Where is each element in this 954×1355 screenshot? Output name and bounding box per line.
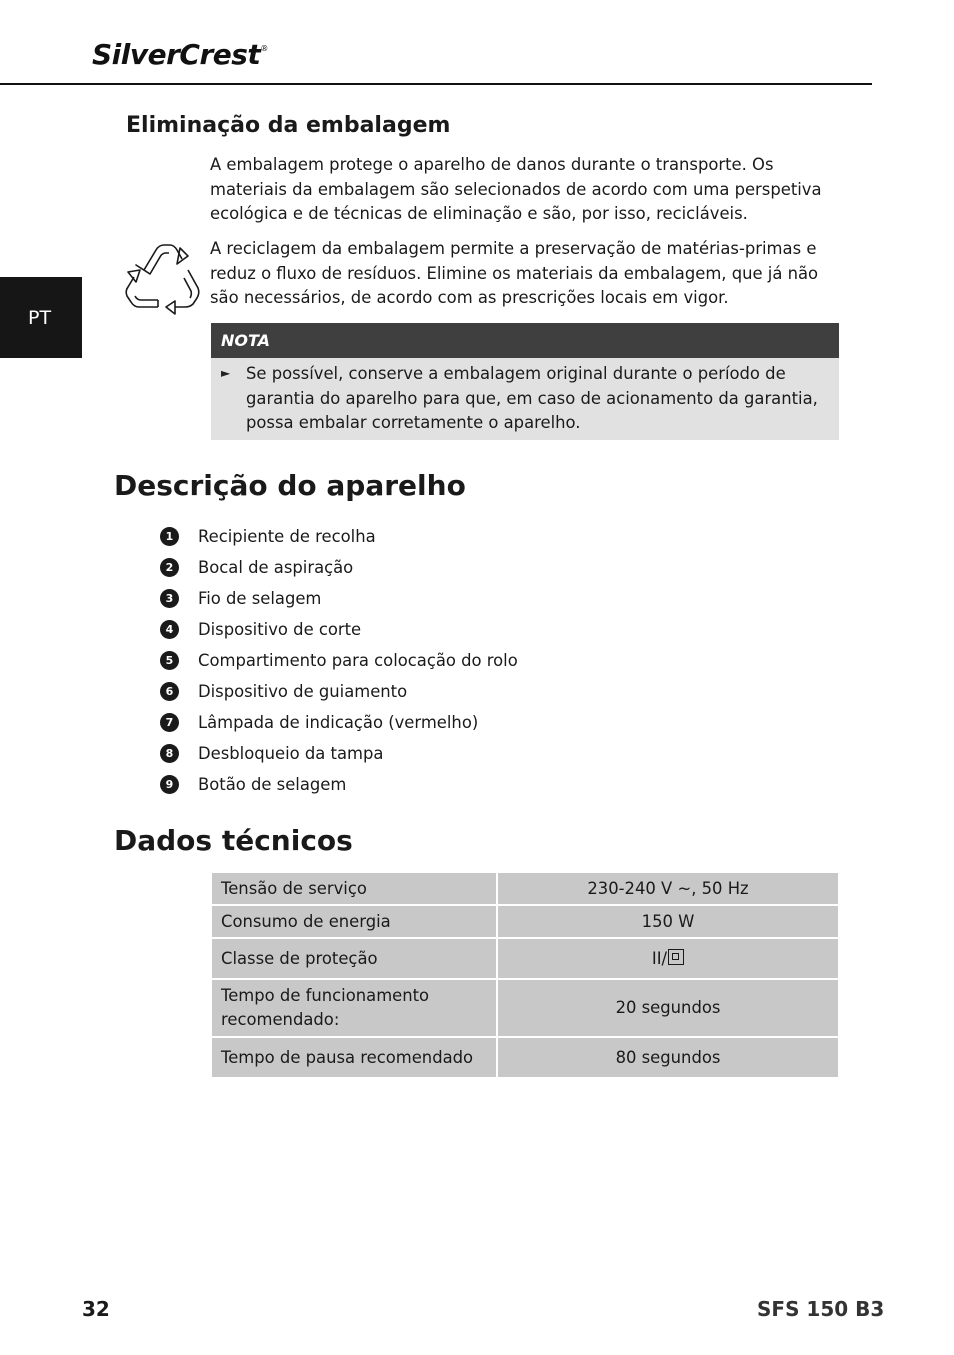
list-item-label: Compartimento para colocação do rolo xyxy=(198,651,518,670)
spec-value: 230-240 V ~, 50 Hz xyxy=(498,873,838,904)
list-item xyxy=(160,738,518,769)
list-item xyxy=(160,707,518,738)
item-number-badge: 8 xyxy=(160,744,179,763)
list-item xyxy=(160,645,518,676)
specs-table xyxy=(210,871,840,1079)
spec-label: Tempo de funcionamento recomendado: xyxy=(212,980,496,1036)
spec-label: Classe de proteção xyxy=(212,939,496,978)
recycle-icon xyxy=(122,240,202,316)
spec-label: Consumo de energia xyxy=(212,906,496,937)
spec-value-cell xyxy=(498,939,838,978)
disposal-paragraph-1: A embalagem protege o aparelho de danos durante o transporte. Os materiais da embalagem são selecionados de acordo com uma perspetiva ecológica e de técnicas de eliminação e são, por isso, recicláveis. xyxy=(210,155,822,223)
item-number-badge: 9 xyxy=(160,775,179,794)
note-text: Se possível, conserve a embalagem original durante o período de garantia do aparelho para que, em caso de acionamento da garantia, possa embalar corretamente o aparelho. xyxy=(246,364,818,432)
note-body xyxy=(211,358,839,440)
list-item xyxy=(160,552,518,583)
list-item-label: Bocal de aspiração xyxy=(198,558,354,577)
item-number-badge: 3 xyxy=(160,589,179,608)
model-number: SFS 150 B3 xyxy=(757,1297,885,1321)
list-item xyxy=(160,521,518,552)
item-number-badge: 7 xyxy=(160,713,179,732)
note-heading: NOTA xyxy=(211,323,839,358)
table-row xyxy=(212,1038,838,1077)
list-item xyxy=(160,676,518,707)
list-item-label: Recipiente de recolha xyxy=(198,527,376,546)
brand-logo xyxy=(92,38,268,71)
brand-name: SilverCrest xyxy=(92,38,261,71)
disposal-paragraph-2: A reciclagem da embalagem permite a preservação de matérias-primas e reduz o fluxo de resíduos. Elimine os materiais da embalagem, que já não são necessários, de acordo com as prescrições locais em vigor. xyxy=(210,239,819,307)
list-item-label: Lâmpada de indicação (vermelho) xyxy=(198,713,479,732)
list-item xyxy=(160,769,518,800)
list-item-label: Fio de selagem xyxy=(198,589,322,608)
spec-label: Tensão de serviço xyxy=(212,873,496,904)
spec-value: II/ xyxy=(651,948,668,968)
table-row xyxy=(212,939,838,978)
section-title-description: Descrição do aparelho xyxy=(114,469,466,502)
header-rule xyxy=(0,83,872,85)
parts-list xyxy=(160,521,518,800)
list-item xyxy=(160,614,518,645)
item-number-badge: 4 xyxy=(160,620,179,639)
spec-label: Tempo de pausa recomendado xyxy=(212,1038,496,1077)
page-number: 32 xyxy=(82,1297,110,1321)
registered-mark: ® xyxy=(260,44,268,53)
spec-value: 20 segundos xyxy=(498,980,838,1036)
item-number-badge: 5 xyxy=(160,651,179,670)
item-number-badge: 1 xyxy=(160,527,179,546)
spec-value: 150 W xyxy=(498,906,838,937)
list-item-label: Botão de selagem xyxy=(198,775,347,794)
item-number-badge: 6 xyxy=(160,682,179,701)
list-item-label: Desbloqueio da tampa xyxy=(198,744,384,763)
list-item-label: Dispositivo de corte xyxy=(198,620,362,639)
section-title-specs: Dados técnicos xyxy=(114,824,353,857)
table-row xyxy=(212,980,838,1036)
section-title-disposal: Eliminação da embalagem xyxy=(126,113,451,138)
protection-class-ii-icon xyxy=(668,949,684,965)
list-item xyxy=(160,583,518,614)
list-item-label: Dispositivo de guiamento xyxy=(198,682,408,701)
table-row xyxy=(212,906,838,937)
spec-value: 80 segundos xyxy=(498,1038,838,1077)
bullet-arrow-icon: ► xyxy=(221,366,231,380)
language-tab-label: PT xyxy=(28,306,52,329)
table-row xyxy=(212,873,838,904)
language-tab xyxy=(0,277,82,358)
item-number-badge: 2 xyxy=(160,558,179,577)
